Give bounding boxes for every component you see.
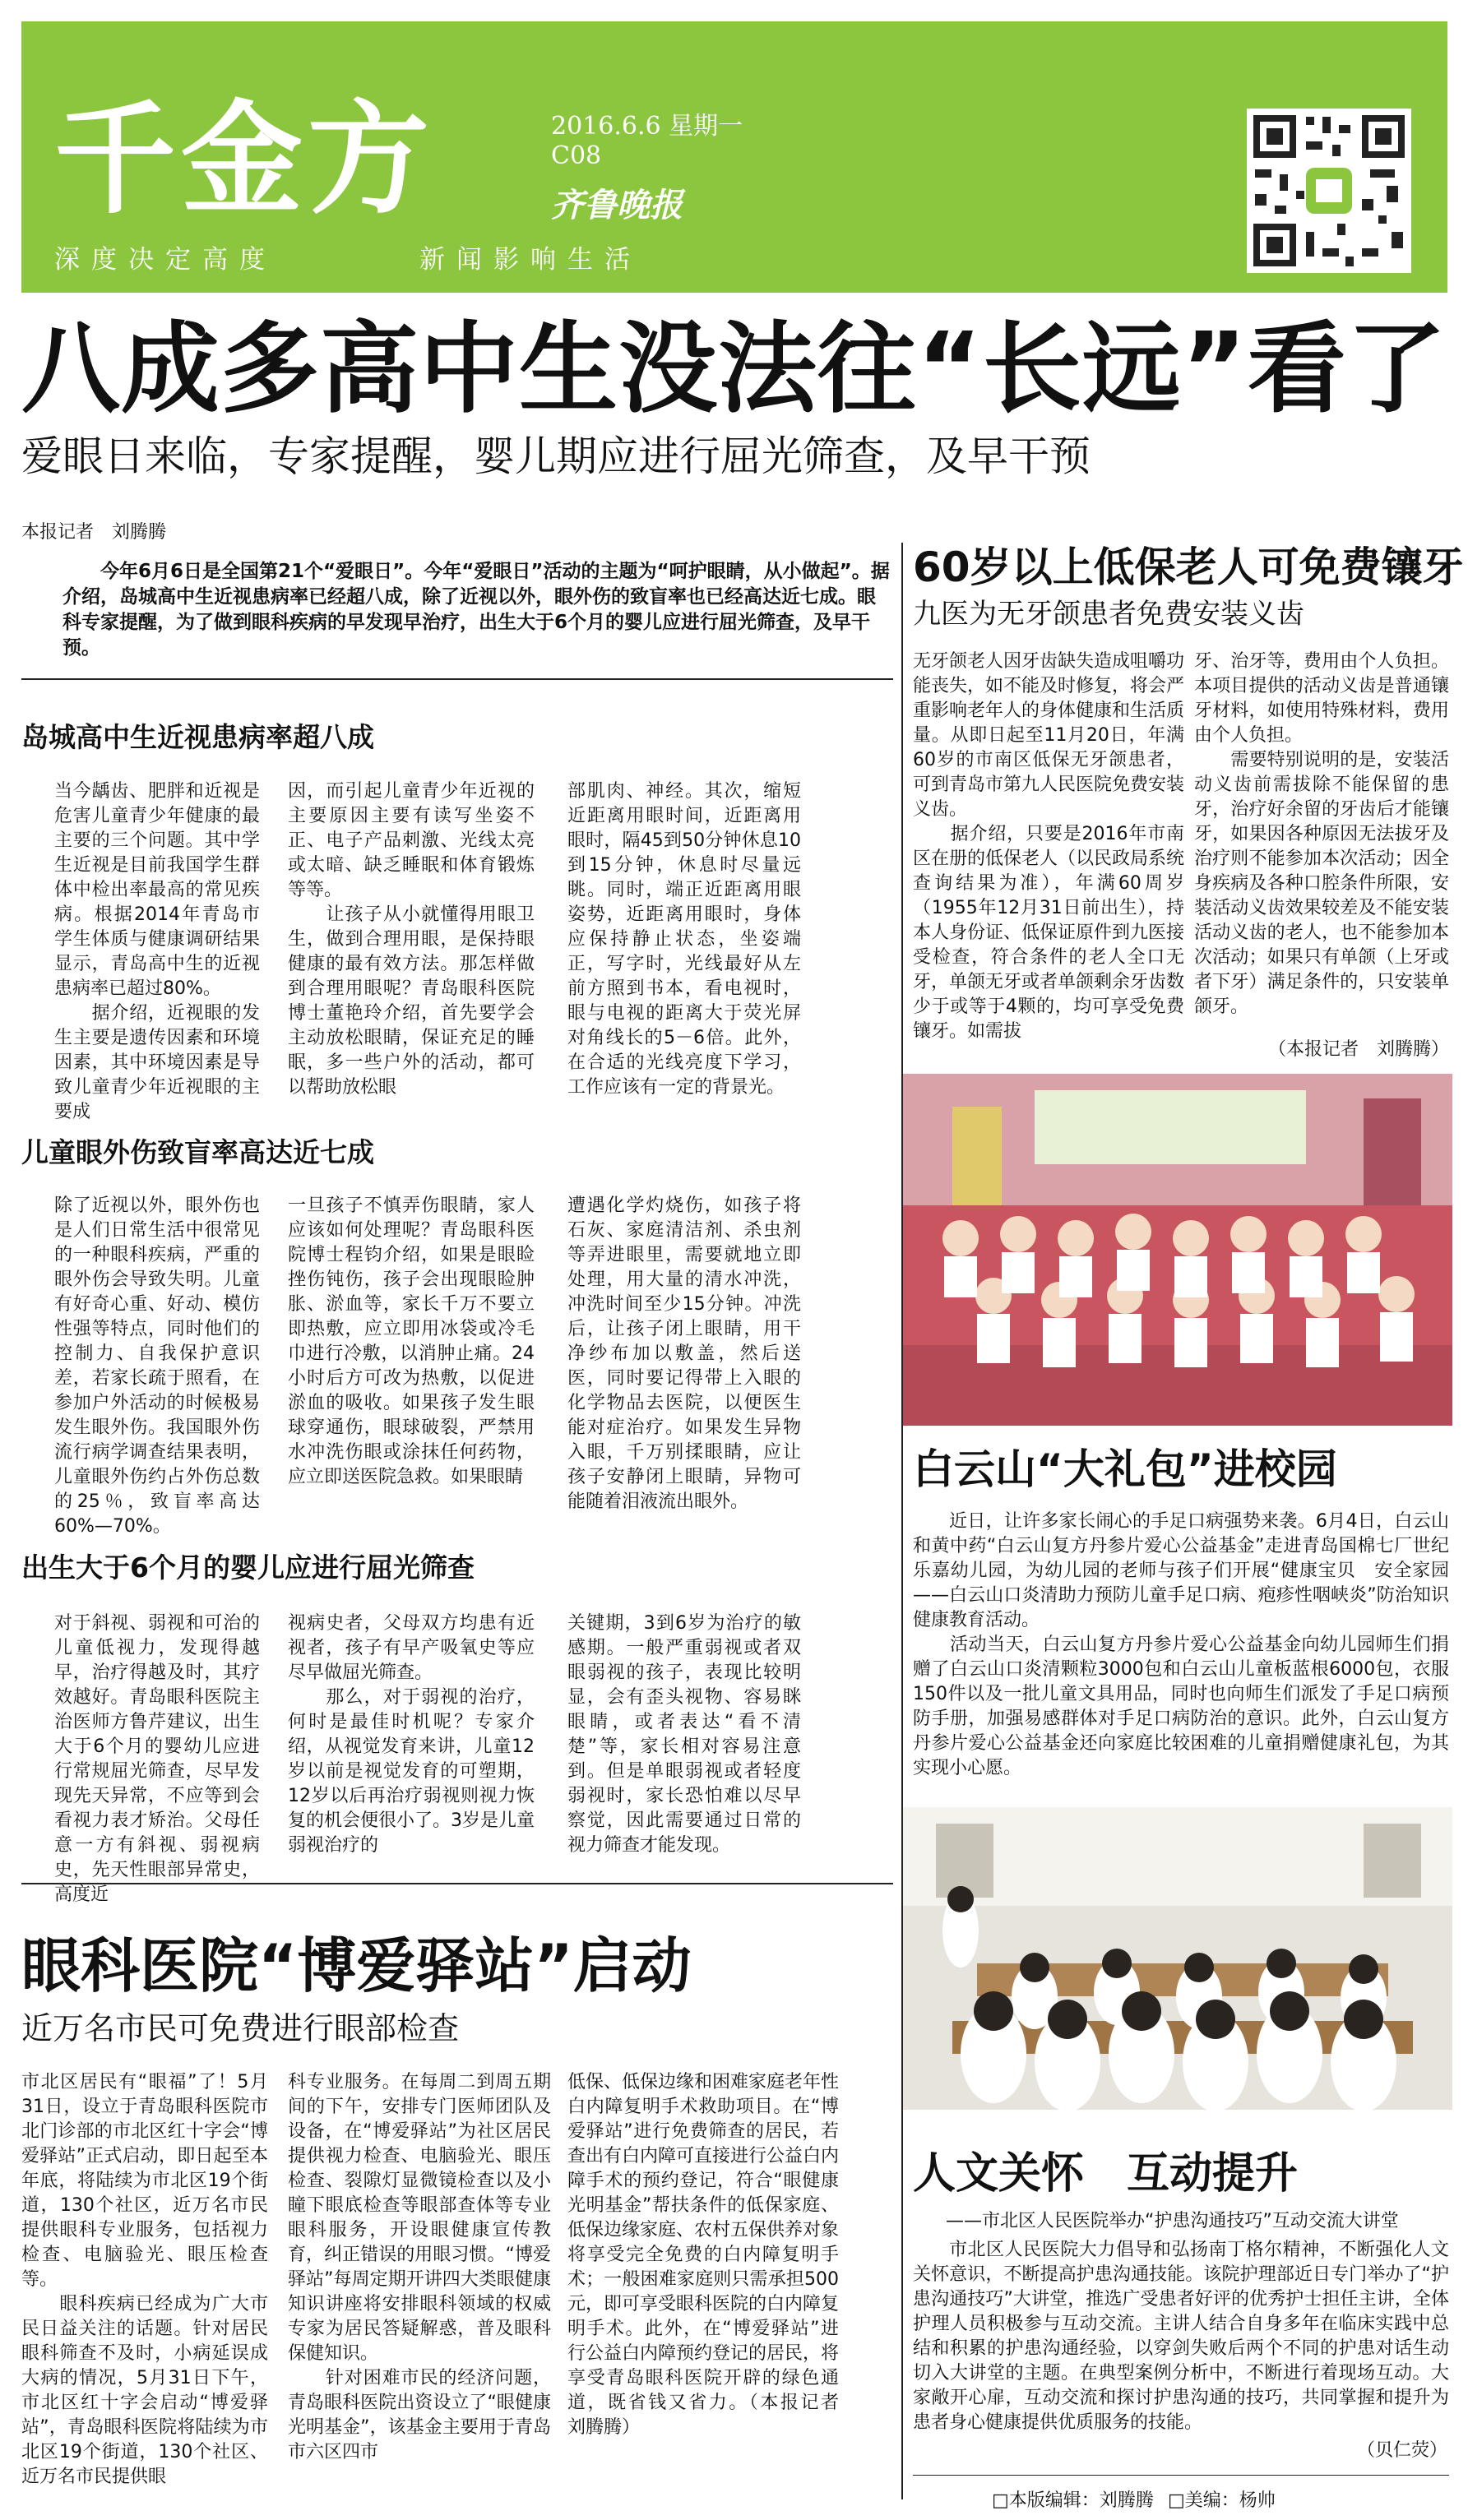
footer-art-editor: □美编：杨帅 [1168,2490,1276,2511]
section-title-eye-injury: 儿童眼外伤致盲率高达近七成 [21,1136,374,1168]
lead-headline: 八成多高中生没法往“长远”看了 [21,312,1447,427]
section-screening-col1: 对于斜视、弱视和可治的儿童低视力，发现得越早，治疗得越及时，其疗效越好。青岛眼科医院主治医师方鲁芹建议，出生大于6个月的婴幼儿应进行常规屈光筛查，尽早发现先天异常，不应等到会看视力表才矫治。父母任意一方有斜视、弱视病史，先天性眼部异常史，高度近 [54,1613,260,1905]
baiyun-body: 近日，让许多家长闹心的手足口病强势来袭。6月4日，白云山和黄中药“白云山复方丹参片爱心公益基金”走进青岛国棉七厂世纪乐嘉幼儿园，为幼儿园的老师与孩子们开展“健康宝贝 安全家园——白云山口炎清助力预防儿童手足口病、疱疹性咽峡炎”防治知识健康教育活动。 活动当天，白云山复方丹参片爱心公益基金向幼儿园师生们捐赠了白云山口炎清颗粒3000包和白云山儿童板蓝根6000包，衣服150件以及一批儿童文具用品，同时也向师生们派发了手足口病预防手册，加强易感群体对手足口病防治的意识。此外，白云山复方丹参片爱心公益基金还向家庭比较困难的儿童捐赠健康礼包，为其实现小心愿。 [913,1511,1449,1778]
lead-subheadline: 爱眼日来临，专家提醒，婴儿期应进行屈光筛查，及早干预 [21,432,1091,480]
dentures-col1: 无牙颌老人因牙齿缺失造成咀嚼功能丧失，如不能及时修复，将会严重影响老年人的身体健康和生活质量。从即日起至11月20日，年满60岁的市南区低保无牙颌患者，可到青岛市第九人民医院免费安装义齿。 据介绍，只要是2016年市南区在册的低保老人（以民政局系统查询结果为准），年满60周岁（1955年12月31日前出生），持本人身份证、低保证原件到九医接受检查，符合条件的老人全口无牙，单颌无牙或者单颌剩余牙齿数少于或等于4颗的，均可享受免费镶牙。如需拔 [913,651,1185,1042]
section-screening-col2: 视病史者，父母双方均患有近视者，孩子有早产吸氧史等应尽早做屈光筛查。 那么，对于弱视的治疗，何时是最佳时机呢？专家介绍，从视觉发育来讲，儿童12岁以前是视觉发育的可塑期，12岁以后再治疗弱视则视力恢复的机会便很小了。3岁是儿童弱视治疗的 [288,1613,535,1856]
slogan-right: 新闻影响生活 [419,245,641,275]
dentures-subheadline: 九医为无牙颌患者免费安装义齿 [913,598,1304,631]
section-myopia-col2: 因，而引起儿童青少年近视的主要原因主要有读写坐姿不正、电子产品刺激、光线太亮或太暗、缺乏睡眠和体育锻炼等等。 让孩子从小就懂得用眼卫生，做到合理用眼，是保持眼健康的最有效方法。那怎样做到合理用眼呢？青岛眼科医院博士董艳玲介绍，首先要学会主动放松眼睛，保证充足的睡眠，多一些户外的活动，都可以帮助放松眼 [288,781,535,1098]
divider [21,678,893,680]
section-injury-col2: 一旦孩子不慎弄伤眼睛，家人应该如何处理呢？青岛眼科医院博士程钧介绍，如果是眼睑挫伤钝伤，孩子会出现眼睑肿胀、淤血等，家长千万不要立即热敷，应立即用冰袋或冷毛巾进行冷敷，以消肿止痛。24小时后方可改为热敷，以促进淤血的吸收。如果孩子发生眼球穿通伤，眼球破裂，严禁用水冲洗伤眼或涂抹任何药物，应立即送医院急救。如果眼睛 [288,1195,535,1487]
nursing-subheadline: ——市北区人民医院举办“护患沟通技巧”互动交流大讲堂 [946,2211,1399,2231]
lead-paragraph: 今年6月6日是全国第21个“爱眼日”。今年“爱眼日”活动的主题为“呵护眼睛，从小做起”。据介绍，岛城高中生近视患病率已经超八成，除了近视以外，眼外伤的致盲率也已经高达近七成。眼科专家提醒，为了做到眼科疾病的早发现早治疗，出生大于6个月的婴儿应进行屈光筛查，及早干预。 [63,561,890,659]
slogan-left: 深度决定高度 [54,245,276,275]
hospital-headline: 眼科医院“博爱驿站”启动 [21,1931,692,2000]
nursing-credit: （贝仁荧） [1316,2439,1447,2463]
photo-nursing-lecture [903,1807,1452,2110]
section-myopia-col1: 当今龋齿、肥胖和近视是危害儿童青少年健康的最主要的三个问题。其中学生近视是目前我国学生群体中检出率最高的常见疾病。根据2014年青岛市学生体质与健康调研结果显示，青岛高中生的近视患病率已超过80%。 据介绍，近视眼的发生主要是遗传因素和环境因素，其中环境因素是导致儿童青少年近视眼的主要成 [54,781,260,1122]
page-number: C08 [551,141,602,170]
divider [913,2475,1449,2476]
column-separator [901,543,903,2499]
dentures-credit: （本报记者 刘腾腾） [1267,1039,1449,1060]
nursing-body: 市北区人民医院大力倡导和弘扬南丁格尔精神，不断强化人文关怀意识，不断提高护患沟通技能。该院护理部近日专门举办了“护患沟通技巧”大讲堂，推选广受患者好评的优秀护士担任主讲，全体护理人员积极参与互动交流。主讲人结合自身多年在临床实践中总结和积累的护患沟通经验，以穿剑失败后两个不同的护患对话生动切入大讲堂的主题。在典型案例分析中，不断进行着现场互动。大家敞开心扉，互动交流和探讨护患沟通的技巧，共同掌握和提升为患者身心健康提供优质服务的技能。 [913,2240,1449,2433]
section-injury-col3: 遭遇化学灼烧伤，如孩子将石灰、家庭清洁剂、杀虫剂等弄进眼里，需要就地立即处理，用大量的清水冲洗，冲洗时间至少15分钟。冲洗后，让孩子闭上眼睛，用干净纱布加以敷盖，然后送医，同时要记得带上入眼的化学物品去医院，以便医生能对症治疗。如果发生异物入眼，千万别揉眼睛，应让孩子安静闭上眼睛，异物可能随着泪液流出眼外。 [567,1195,801,1512]
hospital-col1: 市北区居民有“眼福”了！5月31日，设立于青岛眼科医院市北门诊部的市北区红十字会“博爱驿站”正式启动，即日起至本年底，将陆续为市北区19个街道，130个社区，近万名市民提供眼科专业服务，包括视力检查、电脑验光、眼压检查等。 眼科疾病已经成为广大市民日益关注的话题。针对居民眼科筛查不及时，小病延误成大病的情况，5月31日下午，市北区红十字会启动“博爱驿站”，青岛眼科医院将陆续为市北区19个街道，130个社区、近万名市民提供眼 [21,2072,268,2487]
hospital-subheadline: 近万名市民可免费进行眼部检查 [21,2010,460,2046]
dentures-col2: 牙、治牙等，费用由个人负担。本项目提供的活动义齿是普通镶牙材料，如使用特殊材料，费用由个人负担。 需要特别说明的是，安装活动义齿前需拔除不能保留的患牙，治疗好余留的牙齿后才能镶牙，如果因各种原因无法拔牙及治疗则不能参加本次活动；因全身疾病及各种口腔条件所限，安装活动义齿效果较差及不能安装活动义齿的老人，也不能参加本次活动；如果只有单颌（上牙或者下牙）满足条件的，只安装单颌牙。 [1194,651,1449,1017]
footer-editor: □本版编辑：刘腾腾 [992,2490,1154,2511]
publication-date: 2016.6.6 星期一 [551,112,743,141]
hospital-col2: 科专业服务。在每周二到周五期间的下午，安排专门医师团队及设备，在“博爱驿站”为社区居民提供视力检查、电脑验光、眼压检查、裂隙灯显微镜检查以及小瞳下眼底检查等眼部查体等专业眼科服务，开设眼健康宣传教育，纠正错误的用眼习惯。“博爱驿站”每周定期开讲四大类眼健康知识讲座将安排眼科领域的权威专家为居民答疑解惑，普及眼科保健知识。 针对困难市民的经济问题，青岛眼科医院出资设立了“眼健康光明基金”，该基金主要用于青岛市六区四市 [288,2072,551,2462]
dentures-headline: 60岁以上低保老人可免费镶牙 [913,543,1464,591]
hospital-col3: 低保、低保边缘和困难家庭老年性白内障复明手术救助项目。在“博爱驿站”进行免费筛查的居民，若查出有白内障可直接进行公益白内障手术的预约登记，符合“眼健康光明基金”帮扶条件的低保家庭、低保边缘家庭、农村五保供养对象将享受完全免费的白内障复明手术；一般困难家庭则只需承担500元，即可享受眼科医院的白内障复明手术。此外，在“博爱驿站”进行公益白内障预约登记的居民，将享受青岛眼科医院开辟的绿色通道，既省钱又省力。（本报记者 刘腾腾） [567,2072,858,2438]
qr-code-icon[interactable] [1247,109,1411,273]
nursing-headline: 人文关怀 互动提升 [913,2149,1299,2199]
section-title-screening: 出生大于6个月的婴儿应进行屈光筛查 [21,1551,475,1584]
lead-byline: 本报记者 刘腾腾 [21,522,167,543]
section-screening-col3: 关键期，3到6岁为治疗的敏感期。一般严重弱视或者双眼弱视的孩子，表现比较明显，会有歪头视物、容易眯眼睛，或者表达“看不清楚”等，家长相对容易注意到。但是单眼弱视或者轻度弱视时，家长恐怕难以尽早察觉，因此需要通过日常的视力筛查才能发现。 [567,1613,801,1856]
section-title-myopia: 岛城高中生近视患病率超八成 [21,721,374,753]
section-myopia-col3: 部肌肉、神经。其次，缩短近距离用眼时间，近距离用眼时，隔45到50分钟休息10到15分钟，休息时尽量远眺。同时，端正近距离用眼姿势，近距离用眼时，身体应保持静止状态，坐姿端正，写字时，光线最好从左前方照到书本，看电视时，眼与电视的距离大于荧光屏对角线长的5－6倍。此外，在合适的光线亮度下学习，工作应该有一定的背景光。 [567,781,801,1098]
brand-title: 千金方 [54,89,434,230]
section-injury-col1: 除了近视以外，眼外伤也是人们日常生活中很常见的一种眼科疾病，严重的眼外伤会导致失明。儿童有好奇心重、好动、模仿性强等特点，同时他们的控制力、自我保护意识差，若家长疏于照看，在参加户外活动的时候极易发生眼外伤。我国眼外伤流行病学调查结果表明，儿童眼外伤约占外伤总数的25％，致盲率高达60%—70%。 [54,1195,260,1537]
photo-kindergarten [903,1074,1452,1426]
baiyun-headline: 白云山“大礼包”进校园 [913,1445,1337,1493]
newspaper-name: 齐鲁晚报 [551,186,683,224]
divider [21,1883,893,1884]
